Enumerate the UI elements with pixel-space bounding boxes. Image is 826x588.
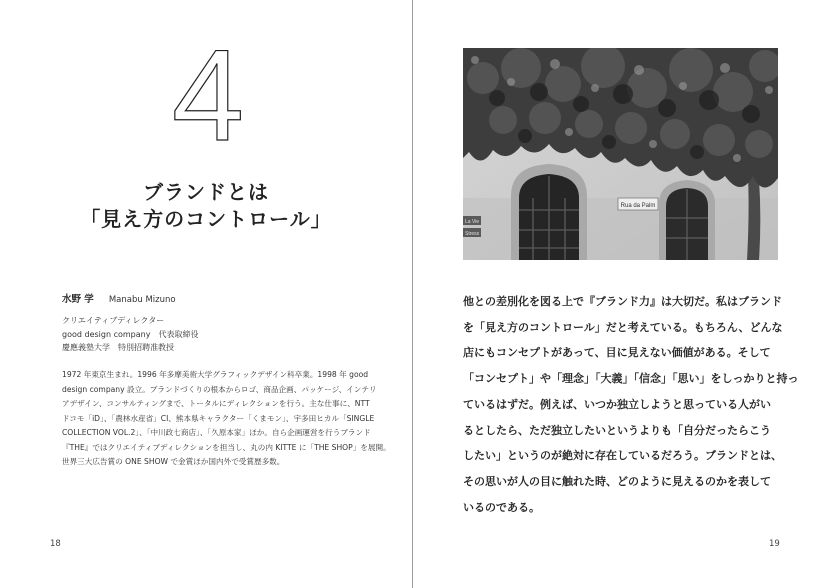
affiliation-line: 慶應義塾大学 特別招聘准教授: [62, 343, 174, 352]
bio-line: design company 設立。ブランドづくりの根本からロゴ、商品企画、パッケージ、インテリ: [62, 384, 377, 394]
affiliation-line: good design company 代表取締役: [62, 329, 199, 339]
svg-text:La Vie: La Vie: [465, 219, 480, 225]
body-line: るとしたら、ただ独立したいというよりも「自分だったらこう: [463, 423, 771, 437]
body-paragraph: [463, 289, 799, 520]
left-page: [0, 0, 412, 588]
chapter-number: [170, 44, 246, 148]
chapter-title-line-1: ブランドとは: [143, 180, 269, 204]
page-number-left: 18: [50, 539, 61, 549]
author-name: 水野 学: [62, 294, 94, 305]
body-line: 店にもコンセプトがあって、目に見えない価値がある。そして: [463, 346, 771, 360]
bio-line: 世界三大広告賞の ONE SHOW で金賞ほか国内外で受賞歴多数。: [62, 457, 285, 466]
body-line: ているはずだ。例えば、いつか独立しようと思っている人がい: [463, 397, 771, 411]
body-line: 「コンセプト」や「理念」「大義」「信念」「思い」をしっかりと持っ: [463, 372, 799, 386]
body-line: したい」というのが絶対に存在しているだろう。ブランドとは、: [463, 449, 782, 463]
body-line: その思いが人の目に触れた時、どのように見えるのかを表して: [463, 474, 771, 488]
bio-line: 『THE』ではクリエイティブディレクションを担当し、丸の内 KITTE に「THE SHOP」を展開。: [62, 442, 391, 452]
body-line: いるのである。: [463, 500, 540, 514]
author-biography: [62, 368, 391, 470]
page-number-right: 19: [769, 539, 780, 549]
author-affiliations: [62, 314, 198, 355]
svg-text:4: 4: [171, 44, 245, 148]
affiliation-line: クリエイティブディレクター: [62, 316, 165, 325]
bio-line: 1972 年東京生まれ。1996 年多摩美術大学グラフィックデザイン科卒業。1998 年 good: [62, 370, 369, 379]
svg-text:Stress: Stress: [465, 231, 480, 237]
author-byline: [62, 291, 176, 305]
right-page: [413, 0, 826, 588]
body-line: を「見え方のコントロール」だと考えている。もちろん、どんな: [463, 320, 783, 334]
author-name-roman: Manabu Mizuno: [108, 295, 176, 305]
bio-line: アデザイン、コンサルティングまで、トータルにディレクションを行う。主な仕事に、NTT: [62, 399, 370, 408]
svg-text:Rua da Palm: Rua da Palm: [620, 203, 656, 209]
bio-line: ドコモ「iD」、「農林水産省」CI、熊本県キャラクター「くまモン」、宇多田ヒカル「SINGLE: [62, 413, 375, 423]
body-line: 他との差別化を図る上で『ブランド力』は大切だ。私はブランド: [463, 295, 782, 308]
chapter-title-line-2: 「見え方のコントロール」: [80, 207, 332, 231]
building-photo: [463, 48, 778, 260]
bio-line: COLLECTION VOL.2」、「中川政七商店」、「久原本家」ほか。自ら企画運営を行うブランド: [62, 428, 371, 437]
